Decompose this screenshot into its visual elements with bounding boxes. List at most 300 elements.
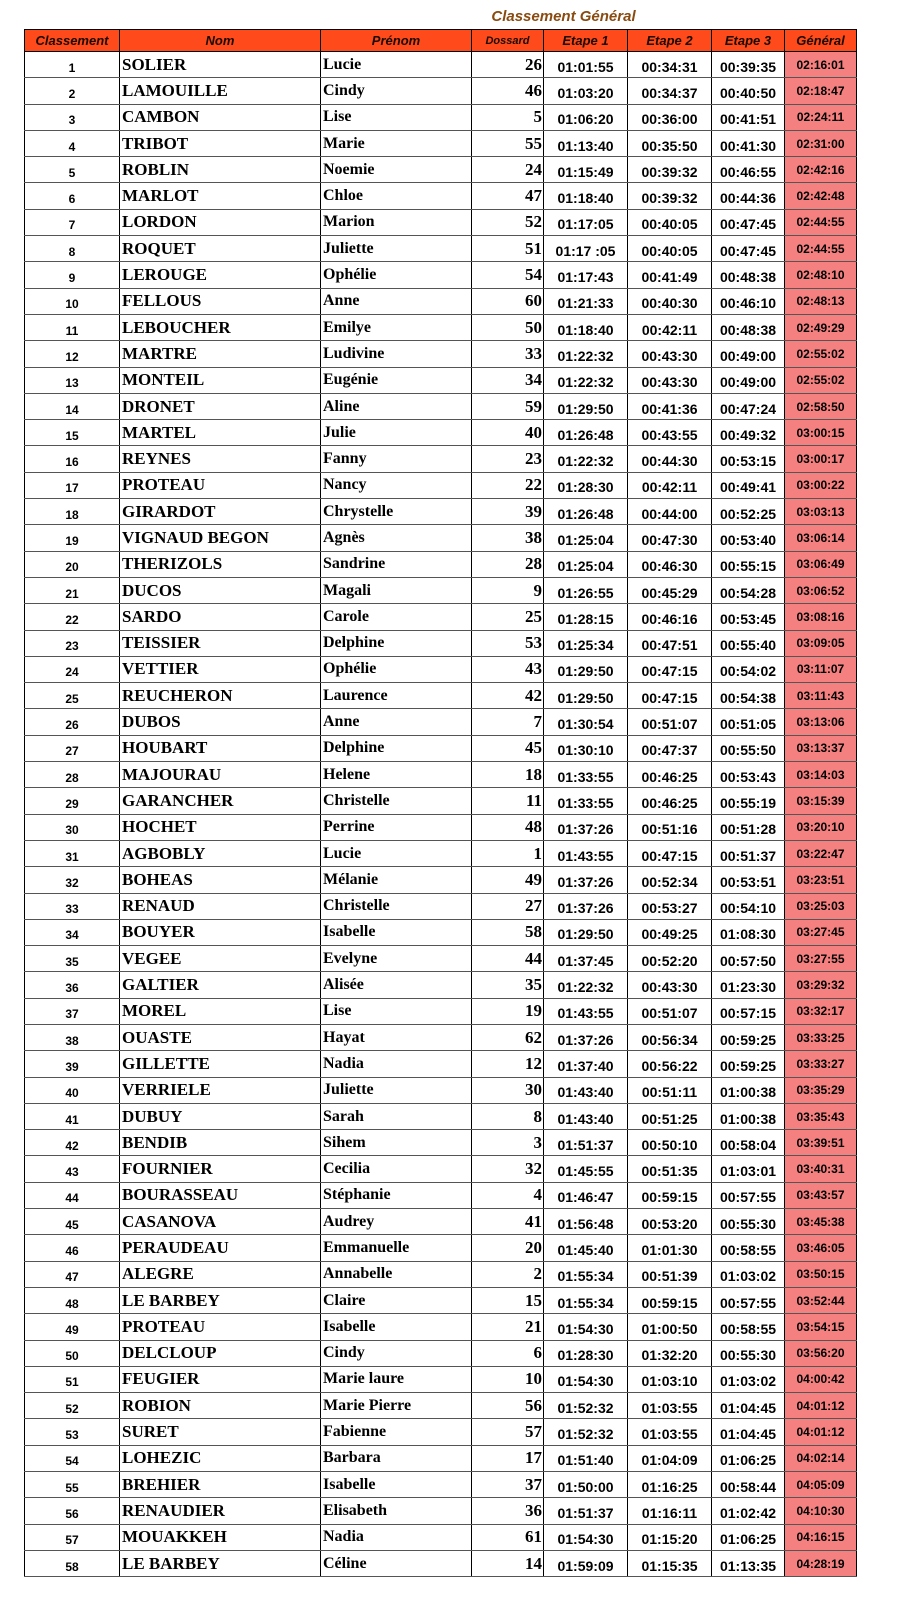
- page-title: Classement Général: [491, 8, 636, 25]
- table-row: [25, 341, 857, 367]
- rank-cell: 46: [25, 1235, 120, 1261]
- prenom-cell: Julie: [321, 420, 472, 446]
- dossard-cell: 27: [472, 893, 544, 919]
- prenom-cell: Cindy: [321, 1340, 472, 1366]
- general-cell: 02:48:13: [785, 288, 857, 314]
- nom-cell: MOREL: [120, 998, 321, 1024]
- nom-cell: CAMBON: [120, 104, 321, 130]
- table-row: [25, 604, 857, 630]
- table-row: [25, 1393, 857, 1419]
- etape-3-cell: 00:46:10: [712, 288, 785, 314]
- rank-cell: 9: [25, 262, 120, 288]
- nom-cell: DUCOS: [120, 577, 321, 603]
- table-row: [25, 1103, 857, 1129]
- rank-cell: 19: [25, 525, 120, 551]
- etape-1-cell: 01:56:48: [544, 1209, 628, 1235]
- rank-cell: 52: [25, 1393, 120, 1419]
- etape-3-cell: 00:47:24: [712, 393, 785, 419]
- table-row: [25, 1314, 857, 1340]
- general-cell: 02:48:10: [785, 262, 857, 288]
- etape-1-cell: 01:51:40: [544, 1445, 628, 1471]
- table-row: [25, 52, 857, 78]
- prenom-cell: Annabelle: [321, 1261, 472, 1287]
- dossard-cell: 42: [472, 683, 544, 709]
- etape-1-cell: 01:22:32: [544, 972, 628, 998]
- etape-2-cell: 00:53:20: [628, 1209, 712, 1235]
- general-cell: 03:15:39: [785, 788, 857, 814]
- rank-cell: 45: [25, 1209, 120, 1235]
- etape-1-cell: 01:37:26: [544, 814, 628, 840]
- etape-3-cell: 00:55:15: [712, 551, 785, 577]
- etape-1-cell: 01:29:50: [544, 919, 628, 945]
- general-cell: 02:16:01: [785, 52, 857, 78]
- general-cell: 04:00:42: [785, 1366, 857, 1392]
- table-row: [25, 1209, 857, 1235]
- dossard-cell: 53: [472, 630, 544, 656]
- prenom-cell: Nancy: [321, 472, 472, 498]
- general-cell: 03:29:32: [785, 972, 857, 998]
- nom-cell: DRONET: [120, 393, 321, 419]
- rank-cell: 49: [25, 1314, 120, 1340]
- nom-cell: TEISSIER: [120, 630, 321, 656]
- rank-cell: 55: [25, 1472, 120, 1498]
- table-row: [25, 709, 857, 735]
- etape-3-cell: 00:58:55: [712, 1235, 785, 1261]
- nom-cell: LORDON: [120, 209, 321, 235]
- table-row: [25, 499, 857, 525]
- etape-1-cell: 01:45:55: [544, 1156, 628, 1182]
- dossard-cell: 2: [472, 1261, 544, 1287]
- general-cell: 02:24:11: [785, 104, 857, 130]
- general-cell: 02:31:00: [785, 130, 857, 156]
- prenom-cell: Sarah: [321, 1103, 472, 1129]
- etape-1-cell: 01:22:32: [544, 446, 628, 472]
- header-dossard: Dossard: [472, 30, 544, 52]
- etape-3-cell: 00:57:55: [712, 1182, 785, 1208]
- rank-cell: 28: [25, 762, 120, 788]
- dossard-cell: 34: [472, 367, 544, 393]
- etape-1-cell: 01:29:50: [544, 656, 628, 682]
- etape-2-cell: 00:51:25: [628, 1103, 712, 1129]
- general-cell: 03:00:22: [785, 472, 857, 498]
- etape-3-cell: 00:44:36: [712, 183, 785, 209]
- etape-2-cell: 00:49:25: [628, 919, 712, 945]
- nom-cell: FEUGIER: [120, 1366, 321, 1392]
- etape-2-cell: 00:46:30: [628, 551, 712, 577]
- table-row: [25, 314, 857, 340]
- nom-cell: PERAUDEAU: [120, 1235, 321, 1261]
- rank-cell: 48: [25, 1287, 120, 1313]
- etape-1-cell: 01:21:33: [544, 288, 628, 314]
- nom-cell: MONTEIL: [120, 367, 321, 393]
- rank-cell: 38: [25, 1024, 120, 1050]
- rank-cell: 6: [25, 183, 120, 209]
- table-row: [25, 420, 857, 446]
- dossard-cell: 47: [472, 183, 544, 209]
- etape-2-cell: 00:44:30: [628, 446, 712, 472]
- dossard-cell: 62: [472, 1024, 544, 1050]
- etape-2-cell: 00:35:50: [628, 130, 712, 156]
- etape-3-cell: 00:57:55: [712, 1287, 785, 1313]
- etape-1-cell: 01:51:37: [544, 1498, 628, 1524]
- etape-2-cell: 00:45:29: [628, 577, 712, 603]
- etape-2-cell: 00:53:27: [628, 893, 712, 919]
- general-cell: 04:01:12: [785, 1419, 857, 1445]
- etape-2-cell: 00:47:51: [628, 630, 712, 656]
- table-row: [25, 1287, 857, 1313]
- etape-2-cell: 01:04:09: [628, 1445, 712, 1471]
- prenom-cell: Evelyne: [321, 946, 472, 972]
- rank-cell: 43: [25, 1156, 120, 1182]
- nom-cell: MARLOT: [120, 183, 321, 209]
- etape-1-cell: 01:06:20: [544, 104, 628, 130]
- etape-1-cell: 01:29:50: [544, 683, 628, 709]
- nom-cell: SURET: [120, 1419, 321, 1445]
- etape-1-cell: 01:30:10: [544, 735, 628, 761]
- general-cell: 04:10:30: [785, 1498, 857, 1524]
- nom-cell: LAMOUILLE: [120, 78, 321, 104]
- etape-1-cell: 01:51:37: [544, 1130, 628, 1156]
- etape-3-cell: 00:39:35: [712, 52, 785, 78]
- prenom-cell: Lise: [321, 998, 472, 1024]
- etape-3-cell: 01:03:01: [712, 1156, 785, 1182]
- dossard-cell: 38: [472, 525, 544, 551]
- etape-3-cell: 00:55:50: [712, 735, 785, 761]
- prenom-cell: Delphine: [321, 630, 472, 656]
- general-cell: 03:23:51: [785, 867, 857, 893]
- etape-3-cell: 00:59:25: [712, 1024, 785, 1050]
- general-cell: 03:35:29: [785, 1077, 857, 1103]
- table-row: [25, 288, 857, 314]
- table-row: [25, 157, 857, 183]
- nom-cell: GILLETTE: [120, 1051, 321, 1077]
- etape-3-cell: 00:49:00: [712, 341, 785, 367]
- dossard-cell: 12: [472, 1051, 544, 1077]
- table-row: [25, 893, 857, 919]
- etape-3-cell: 01:04:45: [712, 1419, 785, 1445]
- etape-2-cell: 00:50:10: [628, 1130, 712, 1156]
- nom-cell: LEROUGE: [120, 262, 321, 288]
- etape-1-cell: 01:18:40: [544, 183, 628, 209]
- etape-3-cell: 01:02:42: [712, 1498, 785, 1524]
- nom-cell: TRIBOT: [120, 130, 321, 156]
- dossard-cell: 36: [472, 1498, 544, 1524]
- general-cell: 03:40:31: [785, 1156, 857, 1182]
- general-cell: 03:09:05: [785, 630, 857, 656]
- nom-cell: SARDO: [120, 604, 321, 630]
- rank-cell: 51: [25, 1366, 120, 1392]
- etape-3-cell: 00:57:15: [712, 998, 785, 1024]
- general-cell: 03:35:43: [785, 1103, 857, 1129]
- nom-cell: GIRARDOT: [120, 499, 321, 525]
- prenom-cell: Lucie: [321, 840, 472, 866]
- nom-cell: MARTEL: [120, 420, 321, 446]
- etape-2-cell: 00:59:15: [628, 1182, 712, 1208]
- etape-1-cell: 01:25:04: [544, 551, 628, 577]
- etape-2-cell: 00:36:00: [628, 104, 712, 130]
- general-cell: 03:13:37: [785, 735, 857, 761]
- dossard-cell: 57: [472, 1419, 544, 1445]
- rank-cell: 10: [25, 288, 120, 314]
- etape-3-cell: 00:53:51: [712, 867, 785, 893]
- nom-cell: PROTEAU: [120, 472, 321, 498]
- dossard-cell: 55: [472, 130, 544, 156]
- etape-2-cell: 00:42:11: [628, 314, 712, 340]
- header-general: Général: [785, 30, 857, 52]
- nom-cell: LOHEZIC: [120, 1445, 321, 1471]
- dossard-cell: 35: [472, 972, 544, 998]
- prenom-cell: Juliette: [321, 236, 472, 262]
- rank-cell: 58: [25, 1550, 120, 1576]
- etape-2-cell: 00:43:30: [628, 367, 712, 393]
- rank-cell: 3: [25, 104, 120, 130]
- general-cell: 03:50:15: [785, 1261, 857, 1287]
- header-etape-3: Etape 3: [712, 30, 785, 52]
- dossard-cell: 9: [472, 577, 544, 603]
- etape-2-cell: 00:46:16: [628, 604, 712, 630]
- prenom-cell: Isabelle: [321, 1314, 472, 1340]
- etape-1-cell: 01:59:09: [544, 1550, 628, 1576]
- etape-1-cell: 01:54:30: [544, 1314, 628, 1340]
- dossard-cell: 39: [472, 499, 544, 525]
- rank-cell: 34: [25, 919, 120, 945]
- etape-1-cell: 01:22:32: [544, 341, 628, 367]
- general-cell: 03:11:43: [785, 683, 857, 709]
- dossard-cell: 21: [472, 1314, 544, 1340]
- general-cell: 03:00:17: [785, 446, 857, 472]
- etape-1-cell: 01:37:26: [544, 1024, 628, 1050]
- general-cell: 03:13:06: [785, 709, 857, 735]
- dossard-cell: 24: [472, 157, 544, 183]
- prenom-cell: Aline: [321, 393, 472, 419]
- etape-3-cell: 00:51:37: [712, 840, 785, 866]
- general-cell: 03:11:07: [785, 656, 857, 682]
- etape-1-cell: 01:26:55: [544, 577, 628, 603]
- nom-cell: DUBOS: [120, 709, 321, 735]
- header-row: [25, 30, 857, 52]
- general-cell: 02:58:50: [785, 393, 857, 419]
- etape-1-cell: 01:25:34: [544, 630, 628, 656]
- rank-cell: 31: [25, 840, 120, 866]
- etape-2-cell: 00:52:34: [628, 867, 712, 893]
- general-cell: 03:43:57: [785, 1182, 857, 1208]
- general-cell: 03:33:27: [785, 1051, 857, 1077]
- etape-2-cell: 00:40:05: [628, 209, 712, 235]
- etape-2-cell: 00:39:32: [628, 183, 712, 209]
- prenom-cell: Christelle: [321, 893, 472, 919]
- etape-3-cell: 00:49:00: [712, 367, 785, 393]
- dossard-cell: 41: [472, 1209, 544, 1235]
- etape-1-cell: 01:52:32: [544, 1419, 628, 1445]
- dossard-cell: 50: [472, 314, 544, 340]
- prenom-cell: Helene: [321, 762, 472, 788]
- etape-1-cell: 01:54:30: [544, 1366, 628, 1392]
- dossard-cell: 40: [472, 420, 544, 446]
- etape-2-cell: 00:41:36: [628, 393, 712, 419]
- dossard-cell: 25: [472, 604, 544, 630]
- general-cell: 02:44:55: [785, 236, 857, 262]
- etape-2-cell: 00:34:37: [628, 78, 712, 104]
- dossard-cell: 22: [472, 472, 544, 498]
- etape-1-cell: 01:45:40: [544, 1235, 628, 1261]
- table-row: [25, 840, 857, 866]
- table-row: [25, 1182, 857, 1208]
- rank-cell: 54: [25, 1445, 120, 1471]
- dossard-cell: 14: [472, 1550, 544, 1576]
- general-cell: 03:45:38: [785, 1209, 857, 1235]
- nom-cell: MAJOURAU: [120, 762, 321, 788]
- table-row: [25, 577, 857, 603]
- dossard-cell: 8: [472, 1103, 544, 1129]
- etape-2-cell: 00:56:22: [628, 1051, 712, 1077]
- prenom-cell: Ophélie: [321, 262, 472, 288]
- header-prenom: Prénom: [321, 30, 472, 52]
- etape-2-cell: 01:03:55: [628, 1419, 712, 1445]
- rank-cell: 13: [25, 367, 120, 393]
- header-nom: Nom: [120, 30, 321, 52]
- etape-1-cell: 01:17:05: [544, 209, 628, 235]
- prenom-cell: Marie Pierre: [321, 1393, 472, 1419]
- etape-1-cell: 01:15:49: [544, 157, 628, 183]
- prenom-cell: Christelle: [321, 788, 472, 814]
- etape-2-cell: 00:47:15: [628, 683, 712, 709]
- prenom-cell: Ludivine: [321, 341, 472, 367]
- etape-2-cell: 00:47:37: [628, 735, 712, 761]
- nom-cell: GALTIER: [120, 972, 321, 998]
- nom-cell: FOURNIER: [120, 1156, 321, 1182]
- prenom-cell: Anne: [321, 288, 472, 314]
- table-row: [25, 998, 857, 1024]
- nom-cell: CASANOVA: [120, 1209, 321, 1235]
- etape-1-cell: 01:43:55: [544, 840, 628, 866]
- etape-1-cell: 01:37:45: [544, 946, 628, 972]
- rank-cell: 50: [25, 1340, 120, 1366]
- etape-1-cell: 01:30:54: [544, 709, 628, 735]
- rank-cell: 2: [25, 78, 120, 104]
- table-row: [25, 236, 857, 262]
- general-cell: 03:06:52: [785, 577, 857, 603]
- etape-1-cell: 01:28:30: [544, 1340, 628, 1366]
- nom-cell: BENDIB: [120, 1130, 321, 1156]
- dossard-cell: 52: [472, 209, 544, 235]
- rank-cell: 8: [25, 236, 120, 262]
- nom-cell: LE BARBEY: [120, 1550, 321, 1576]
- general-cell: 03:06:49: [785, 551, 857, 577]
- dossard-cell: 33: [472, 341, 544, 367]
- prenom-cell: Fanny: [321, 446, 472, 472]
- etape-1-cell: 01:01:55: [544, 52, 628, 78]
- rank-cell: 33: [25, 893, 120, 919]
- dossard-cell: 28: [472, 551, 544, 577]
- etape-2-cell: 00:43:30: [628, 972, 712, 998]
- dossard-cell: 58: [472, 919, 544, 945]
- table-row: [25, 183, 857, 209]
- nom-cell: VIGNAUD BEGON: [120, 525, 321, 551]
- nom-cell: VETTIER: [120, 656, 321, 682]
- etape-3-cell: 01:08:30: [712, 919, 785, 945]
- etape-2-cell: 00:46:25: [628, 788, 712, 814]
- etape-3-cell: 00:54:28: [712, 577, 785, 603]
- rank-cell: 15: [25, 420, 120, 446]
- general-cell: 03:25:03: [785, 893, 857, 919]
- etape-2-cell: 00:42:11: [628, 472, 712, 498]
- prenom-cell: Lucie: [321, 52, 472, 78]
- prenom-cell: Alisée: [321, 972, 472, 998]
- etape-3-cell: 00:52:25: [712, 499, 785, 525]
- etape-3-cell: 00:53:15: [712, 446, 785, 472]
- table-row: [25, 1366, 857, 1392]
- table-row: [25, 104, 857, 130]
- etape-3-cell: 00:57:50: [712, 946, 785, 972]
- etape-3-cell: 01:03:02: [712, 1366, 785, 1392]
- nom-cell: AGBOBLY: [120, 840, 321, 866]
- general-cell: 03:39:51: [785, 1130, 857, 1156]
- prenom-cell: Nadia: [321, 1051, 472, 1077]
- dossard-cell: 59: [472, 393, 544, 419]
- etape-2-cell: 01:15:35: [628, 1550, 712, 1576]
- etape-1-cell: 01:25:04: [544, 525, 628, 551]
- etape-2-cell: 00:51:16: [628, 814, 712, 840]
- general-cell: 03:32:17: [785, 998, 857, 1024]
- prenom-cell: Carole: [321, 604, 472, 630]
- table-row: [25, 393, 857, 419]
- etape-2-cell: 00:40:30: [628, 288, 712, 314]
- nom-cell: ROBION: [120, 1393, 321, 1419]
- nom-cell: HOCHET: [120, 814, 321, 840]
- etape-2-cell: 00:51:11: [628, 1077, 712, 1103]
- table-row: [25, 1550, 857, 1576]
- prenom-cell: Claire: [321, 1287, 472, 1313]
- rank-cell: 53: [25, 1419, 120, 1445]
- etape-1-cell: 01:17:43: [544, 262, 628, 288]
- prenom-cell: Emmanuelle: [321, 1235, 472, 1261]
- etape-3-cell: 00:54:38: [712, 683, 785, 709]
- prenom-cell: Sandrine: [321, 551, 472, 577]
- etape-3-cell: 00:47:45: [712, 209, 785, 235]
- rank-cell: 12: [25, 341, 120, 367]
- header-classement: Classement: [25, 30, 120, 52]
- etape-3-cell: 00:59:25: [712, 1051, 785, 1077]
- table-row: [25, 262, 857, 288]
- etape-1-cell: 01:37:26: [544, 893, 628, 919]
- etape-1-cell: 01:55:34: [544, 1287, 628, 1313]
- etape-2-cell: 01:16:11: [628, 1498, 712, 1524]
- general-cell: 03:33:25: [785, 1024, 857, 1050]
- prenom-cell: Ophélie: [321, 656, 472, 682]
- general-cell: 04:28:19: [785, 1550, 857, 1576]
- dossard-cell: 30: [472, 1077, 544, 1103]
- etape-2-cell: 01:01:30: [628, 1235, 712, 1261]
- general-cell: 02:49:29: [785, 314, 857, 340]
- dossard-cell: 46: [472, 78, 544, 104]
- etape-3-cell: 00:58:04: [712, 1130, 785, 1156]
- prenom-cell: Delphine: [321, 735, 472, 761]
- etape-1-cell: 01:50:00: [544, 1472, 628, 1498]
- rank-cell: 18: [25, 499, 120, 525]
- table-row: [25, 209, 857, 235]
- nom-cell: REYNES: [120, 446, 321, 472]
- table-row: [25, 78, 857, 104]
- dossard-cell: 60: [472, 288, 544, 314]
- etape-1-cell: 01:29:50: [544, 393, 628, 419]
- table-row: [25, 630, 857, 656]
- prenom-cell: Barbara: [321, 1445, 472, 1471]
- table-row: [25, 1498, 857, 1524]
- general-cell: 03:27:45: [785, 919, 857, 945]
- table-row: [25, 1077, 857, 1103]
- nom-cell: HOUBART: [120, 735, 321, 761]
- general-cell: 03:56:20: [785, 1340, 857, 1366]
